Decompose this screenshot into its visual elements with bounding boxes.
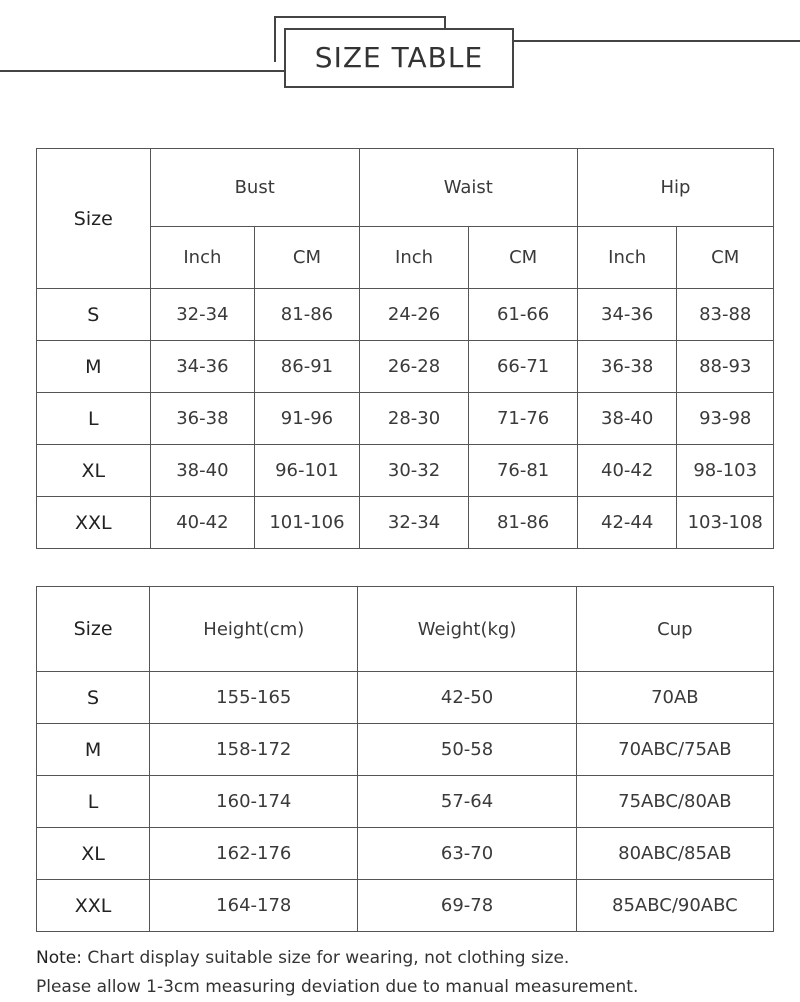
table-row bbox=[37, 880, 774, 932]
unit-header: CM bbox=[677, 227, 774, 289]
size-cell: L bbox=[37, 393, 151, 445]
unit-header: CM bbox=[469, 227, 578, 289]
header-line-right bbox=[510, 40, 800, 42]
table-cell: 76-81 bbox=[469, 445, 578, 497]
table-row bbox=[37, 828, 774, 880]
table-cell: 81-86 bbox=[469, 497, 578, 549]
table-cell: 40-42 bbox=[577, 445, 677, 497]
table-cell: 80ABC/85AB bbox=[576, 828, 773, 880]
table-cell: 28-30 bbox=[359, 393, 469, 445]
table-cell: 38-40 bbox=[577, 393, 677, 445]
table-cell: 61-66 bbox=[469, 289, 578, 341]
table-cell: 91-96 bbox=[255, 393, 360, 445]
size-note bbox=[36, 944, 776, 1002]
table-cell: 63-70 bbox=[358, 828, 576, 880]
table-cell: 38-40 bbox=[150, 445, 255, 497]
unit-header: Inch bbox=[359, 227, 469, 289]
table-cell: 164-178 bbox=[150, 880, 358, 932]
table-cell: 158-172 bbox=[150, 724, 358, 776]
table-cell: 26-28 bbox=[359, 341, 469, 393]
table-cell: 42-44 bbox=[577, 497, 677, 549]
bust-header: Bust bbox=[150, 149, 359, 227]
height-header: Height(cm) bbox=[150, 587, 358, 672]
size-table-header bbox=[0, 0, 800, 110]
table-cell: 34-36 bbox=[150, 341, 255, 393]
note-line-2: Please allow 1-3cm measuring deviation due to manual measurement. bbox=[36, 977, 639, 997]
note-text-1: Chart display suitable size for wearing, not clothing size. bbox=[81, 948, 570, 968]
measurements-table bbox=[36, 148, 774, 549]
table-cell: 75ABC/80AB bbox=[576, 776, 773, 828]
size-cell: XXL bbox=[37, 497, 151, 549]
unit-header: CM bbox=[255, 227, 360, 289]
header-line-left bbox=[0, 70, 288, 72]
table-cell: 34-36 bbox=[577, 289, 677, 341]
table-cell: 40-42 bbox=[150, 497, 255, 549]
unit-header: Inch bbox=[150, 227, 255, 289]
table-cell: 32-34 bbox=[359, 497, 469, 549]
table-cell: 83-88 bbox=[677, 289, 774, 341]
size-cell: M bbox=[37, 341, 151, 393]
table-row bbox=[37, 672, 774, 724]
table-cell: 57-64 bbox=[358, 776, 576, 828]
table-cell: 103-108 bbox=[677, 497, 774, 549]
table-row bbox=[37, 497, 774, 549]
table-cell: 98-103 bbox=[677, 445, 774, 497]
table-cell: 42-50 bbox=[358, 672, 576, 724]
table-cell: 24-26 bbox=[359, 289, 469, 341]
table-cell: 70ABC/75AB bbox=[576, 724, 773, 776]
size-cell: S bbox=[37, 289, 151, 341]
size-cell: XL bbox=[37, 445, 151, 497]
table-row bbox=[37, 724, 774, 776]
size-cell: L bbox=[37, 776, 150, 828]
table-cell: 86-91 bbox=[255, 341, 360, 393]
table-header-row bbox=[37, 149, 774, 227]
size-cell: M bbox=[37, 724, 150, 776]
table-cell: 32-34 bbox=[150, 289, 255, 341]
table-cell: 96-101 bbox=[255, 445, 360, 497]
table-cell: 70AB bbox=[576, 672, 773, 724]
table-cell: 101-106 bbox=[255, 497, 360, 549]
size-cell: S bbox=[37, 672, 150, 724]
size-header: Size bbox=[37, 587, 150, 672]
table-row bbox=[37, 341, 774, 393]
table-cell: 160-174 bbox=[150, 776, 358, 828]
table-header-row bbox=[37, 587, 774, 672]
cup-header: Cup bbox=[576, 587, 773, 672]
table-cell: 36-38 bbox=[577, 341, 677, 393]
page-title: SIZE TABLE bbox=[314, 40, 484, 74]
size-cell: XL bbox=[37, 828, 150, 880]
table-cell: 71-76 bbox=[469, 393, 578, 445]
table-cell: 36-38 bbox=[150, 393, 255, 445]
unit-header: Inch bbox=[577, 227, 677, 289]
table-cell: 81-86 bbox=[255, 289, 360, 341]
table-cell: 30-32 bbox=[359, 445, 469, 497]
table-row bbox=[37, 289, 774, 341]
size-header: Size bbox=[37, 149, 151, 289]
fit-table bbox=[36, 586, 774, 932]
note-label: Note: bbox=[36, 948, 82, 968]
table-cell: 50-58 bbox=[358, 724, 576, 776]
hip-header: Hip bbox=[577, 149, 773, 227]
table-cell: 93-98 bbox=[677, 393, 774, 445]
table-row bbox=[37, 776, 774, 828]
table-cell: 88-93 bbox=[677, 341, 774, 393]
size-cell: XXL bbox=[37, 880, 150, 932]
weight-header: Weight(kg) bbox=[358, 587, 576, 672]
table-cell: 155-165 bbox=[150, 672, 358, 724]
table-cell: 69-78 bbox=[358, 880, 576, 932]
table-row bbox=[37, 393, 774, 445]
table-cell: 85ABC/90ABC bbox=[576, 880, 773, 932]
waist-header: Waist bbox=[359, 149, 577, 227]
note-line-1 bbox=[36, 944, 776, 973]
table-cell: 162-176 bbox=[150, 828, 358, 880]
table-cell: 66-71 bbox=[469, 341, 578, 393]
table-row bbox=[37, 445, 774, 497]
